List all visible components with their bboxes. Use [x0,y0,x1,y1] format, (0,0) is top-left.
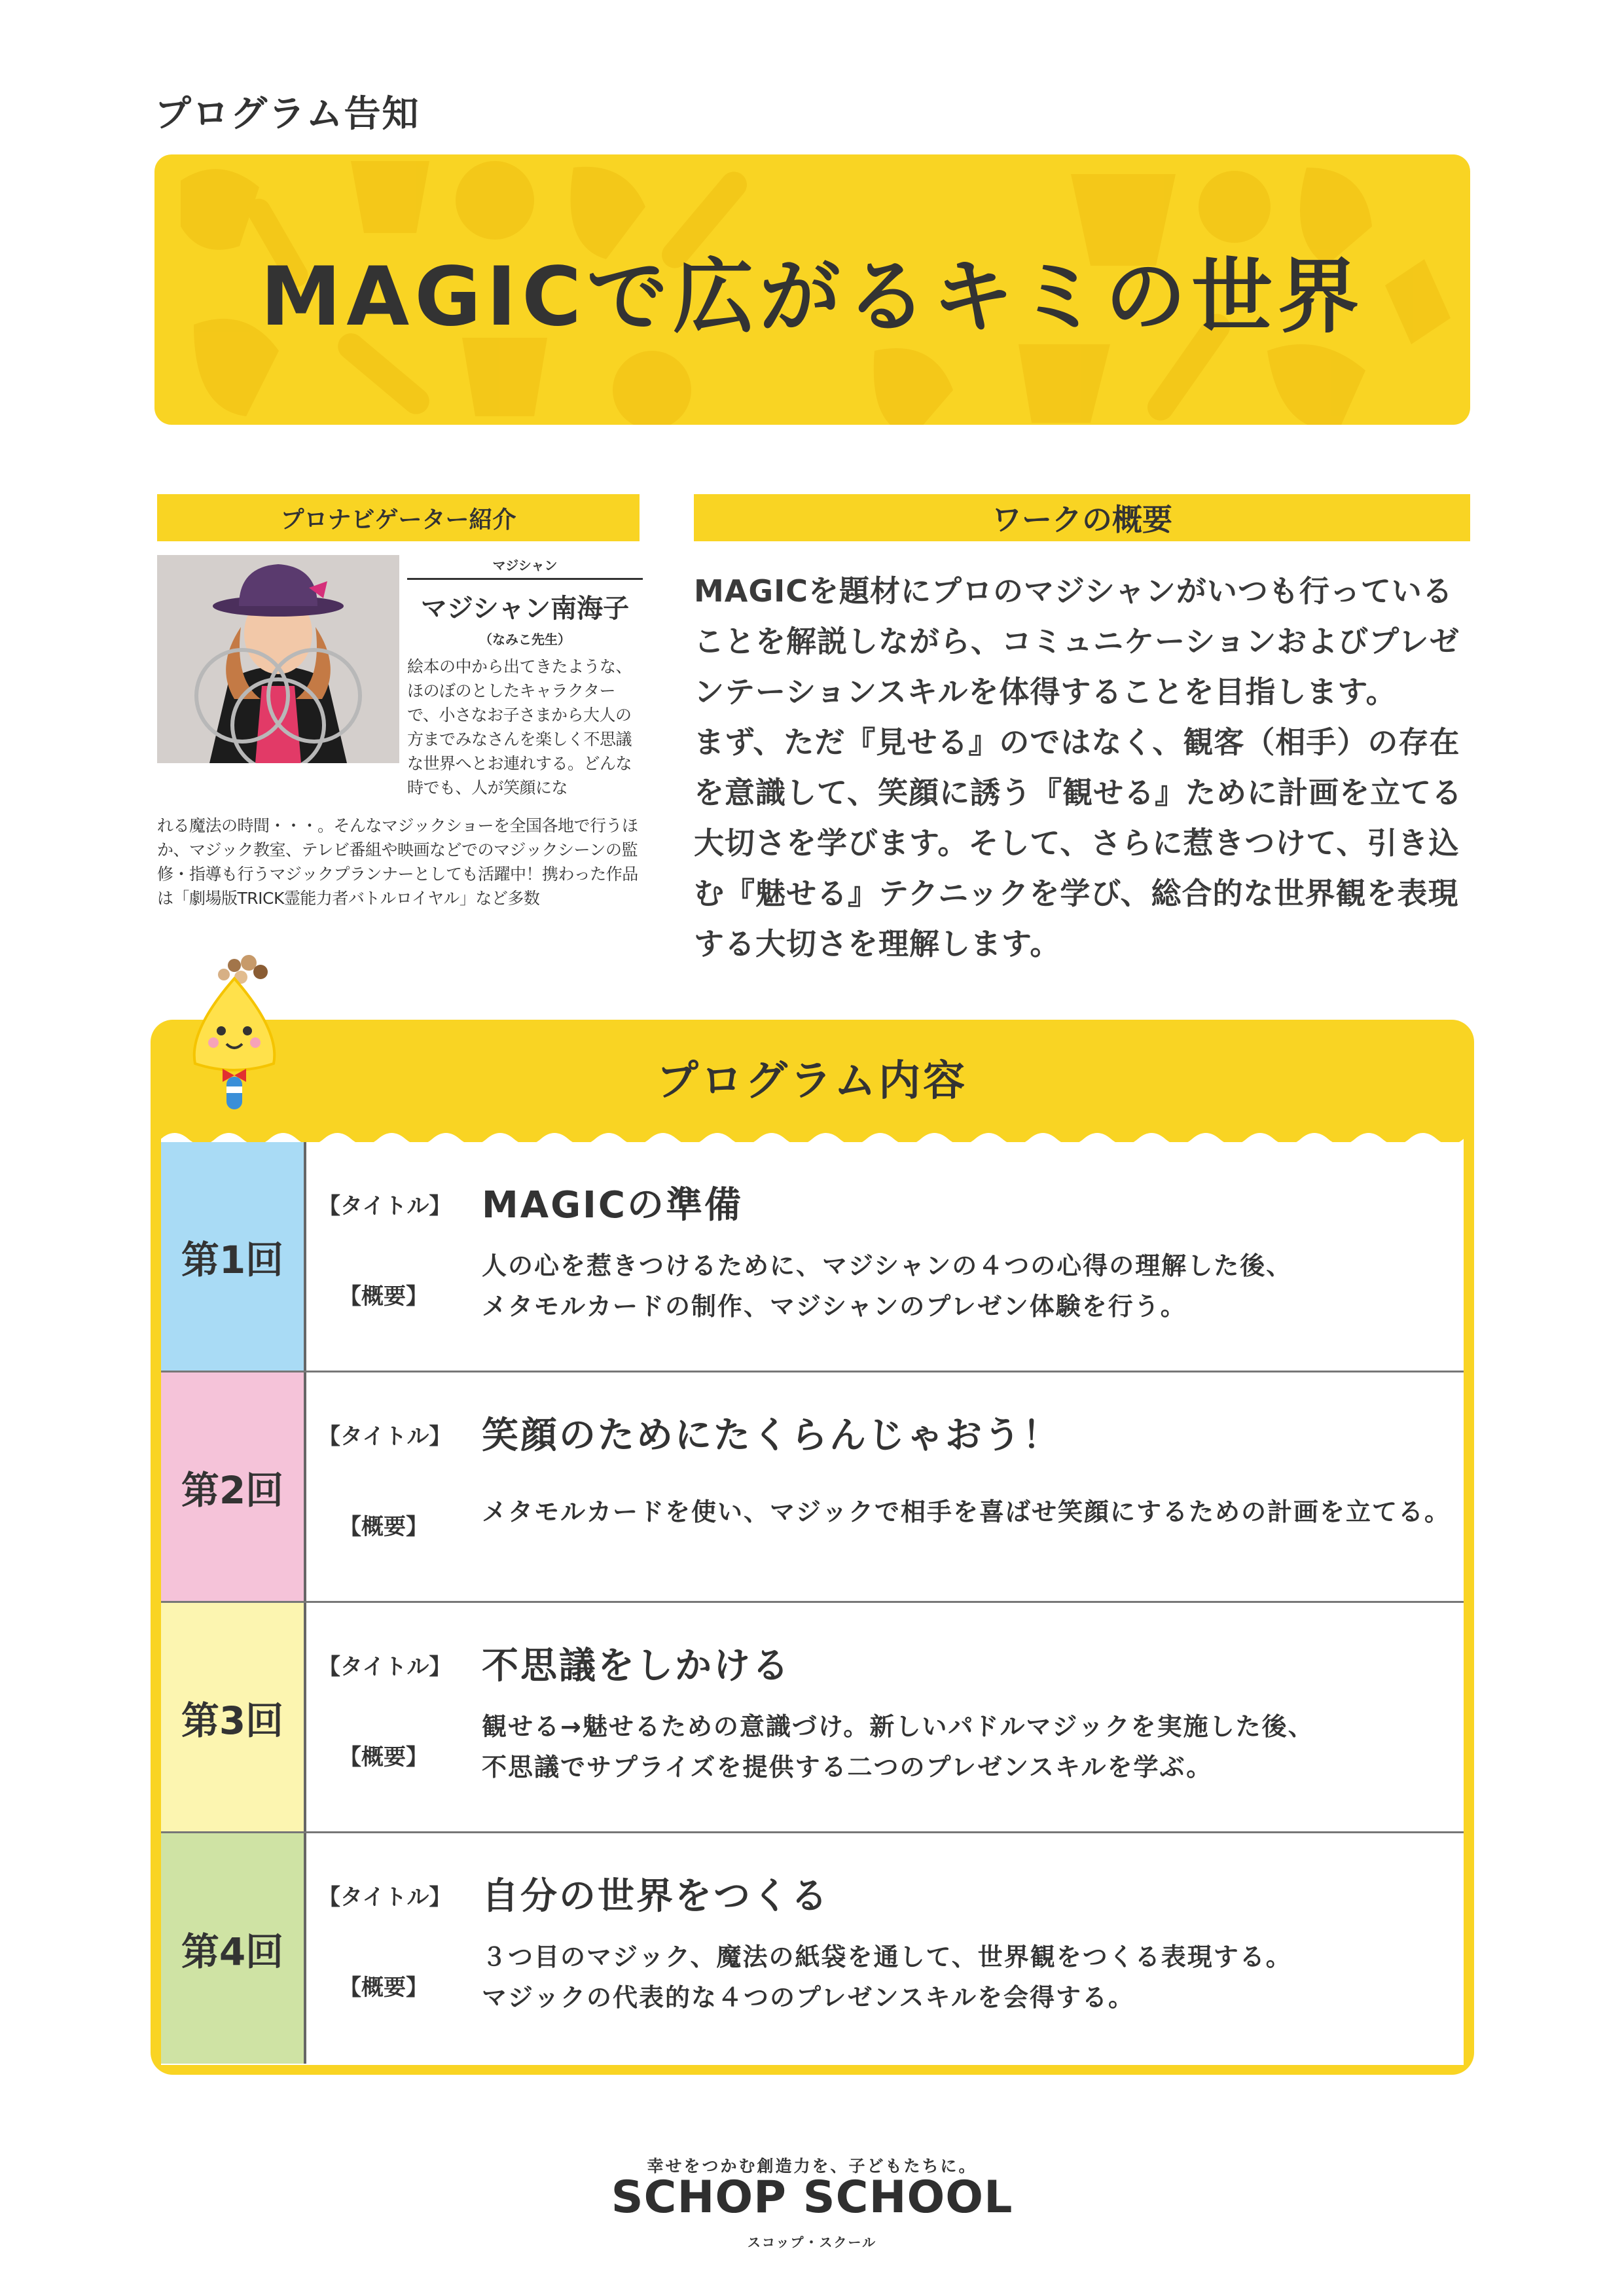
footer-logo-ruby: スコップ・スクール [747,2234,877,2250]
page-header-label: プログラム告知 [154,93,420,135]
navigator-reading: （なみこ先生） [479,632,571,647]
summary-line: マジックの代表的な４つのプレゼンスキルを会得する。 [482,1983,1134,2012]
summary-line: 人の心を惹きつけるために、マジシャンの４つの心得の理解した後、 [482,1251,1293,1280]
summary-line: メタモルカードの制作、マジシャンのプレゼン体験を行う。 [482,1292,1187,1321]
program-row-1 [161,1142,1464,1372]
footer-logo: SCHOP SCHOOL [611,2172,1013,2223]
session-number: 第2回 [161,1372,306,1601]
session-summary [482,1492,1451,1532]
navigator-name: マジシャン南海子 [420,594,630,624]
session-summary [482,1246,1451,1327]
summary-line: 不思議でサプライズを提供する二つのプレゼンスキルを学ぶ。 [482,1753,1213,1782]
session-title: 自分の世界をつくる [482,1875,829,1918]
session-number: 第1回 [161,1142,306,1371]
summary-line: メタモルカードを使い、マジックで相手を喜ばせ笑顔にするための計画を立てる。 [482,1498,1451,1526]
session-number: 第3回 [161,1603,306,1831]
work-paragraph-2: まず、ただ『見せる』のではなく、観客（相手）の存在を意識して、笑顔に誘う『観せる』ために計画を立てる大切さを学びます。そして、さらに惹きつけて、引き込む『魅せる』テクニックを学び、総合的な世界観を表現する大切さを理解します。 [694,725,1463,961]
footer-tagline: 幸せをつかむ創造力を、子どもたちに。 [647,2157,977,2176]
work-overview-section-header: ワークの概要 [694,494,1470,541]
magician-photo-illustration [157,555,399,763]
title-label: 【タイトル】 [318,1654,452,1680]
title-label: 【タイトル】 [318,1424,452,1450]
navigator-section-header: プロナビゲーター紹介 [157,494,640,541]
navigator-bio-side: 絵本の中から出てきたような、ほのぼのとしたキャラクターで、小さなお子さまから大人の方までみなさんを楽しく不思議な世界へとお連れする。どんな時でも、人が笑顔にな [407,657,632,797]
summary-line: 観せる→魅せるための意識づけ。新しいパドルマジックを実施した後、 [482,1712,1314,1741]
navigator-photo [157,555,399,763]
title-banner [154,154,1470,425]
navigator-profile [407,555,643,800]
program-row-3 [161,1603,1464,1833]
program-row-4 [161,1833,1464,2064]
title-label: 【タイトル】 [318,1193,452,1219]
session-summary [482,1706,1451,1787]
session-title: 笑顔のためにたくらんじゃおう！ [482,1414,1061,1457]
work-overview-text [694,566,1479,969]
program-table [161,1142,1464,2065]
banner-title: MAGICで広がるキミの世界 [260,249,1365,344]
summary-label: 【概要】 [339,1975,428,2001]
navigator-ruby: マジシャン [407,555,643,580]
session-title: MAGICの準備 [482,1184,743,1227]
program-title: プログラム内容 [656,1057,968,1105]
title-label: 【タイトル】 [318,1884,452,1910]
summary-label: 【概要】 [339,1514,428,1540]
work-paragraph-1: MAGICを題材にプロのマジシャンがいつも行っていることを解説しながら、コミュニケーションおよびプレゼンテーションスキルを体得することを目指します。 [694,573,1460,709]
summary-label: 【概要】 [339,1283,428,1310]
session-number: 第4回 [161,1833,306,2064]
summary-line: ３つ目のマジック、魔法の紙袋を通して、世界観をつくる表現する。 [482,1943,1292,1971]
session-summary [482,1937,1451,2018]
program-row-2 [161,1372,1464,1603]
navigator-bio-full: れる魔法の時間・・・。そんなマジックショーを全国各地で行うほか、マジック教室、テレビ番組や映画などでのマジックシーンの監修・指導も行うマジックプランナーとしても活躍中！携わった作品は「劇場版TRICK霊能力者バトルロイヤル」など多数 [157,816,638,908]
session-title: 不思議をしかける [482,1645,791,1687]
summary-label: 【概要】 [339,1744,428,1770]
